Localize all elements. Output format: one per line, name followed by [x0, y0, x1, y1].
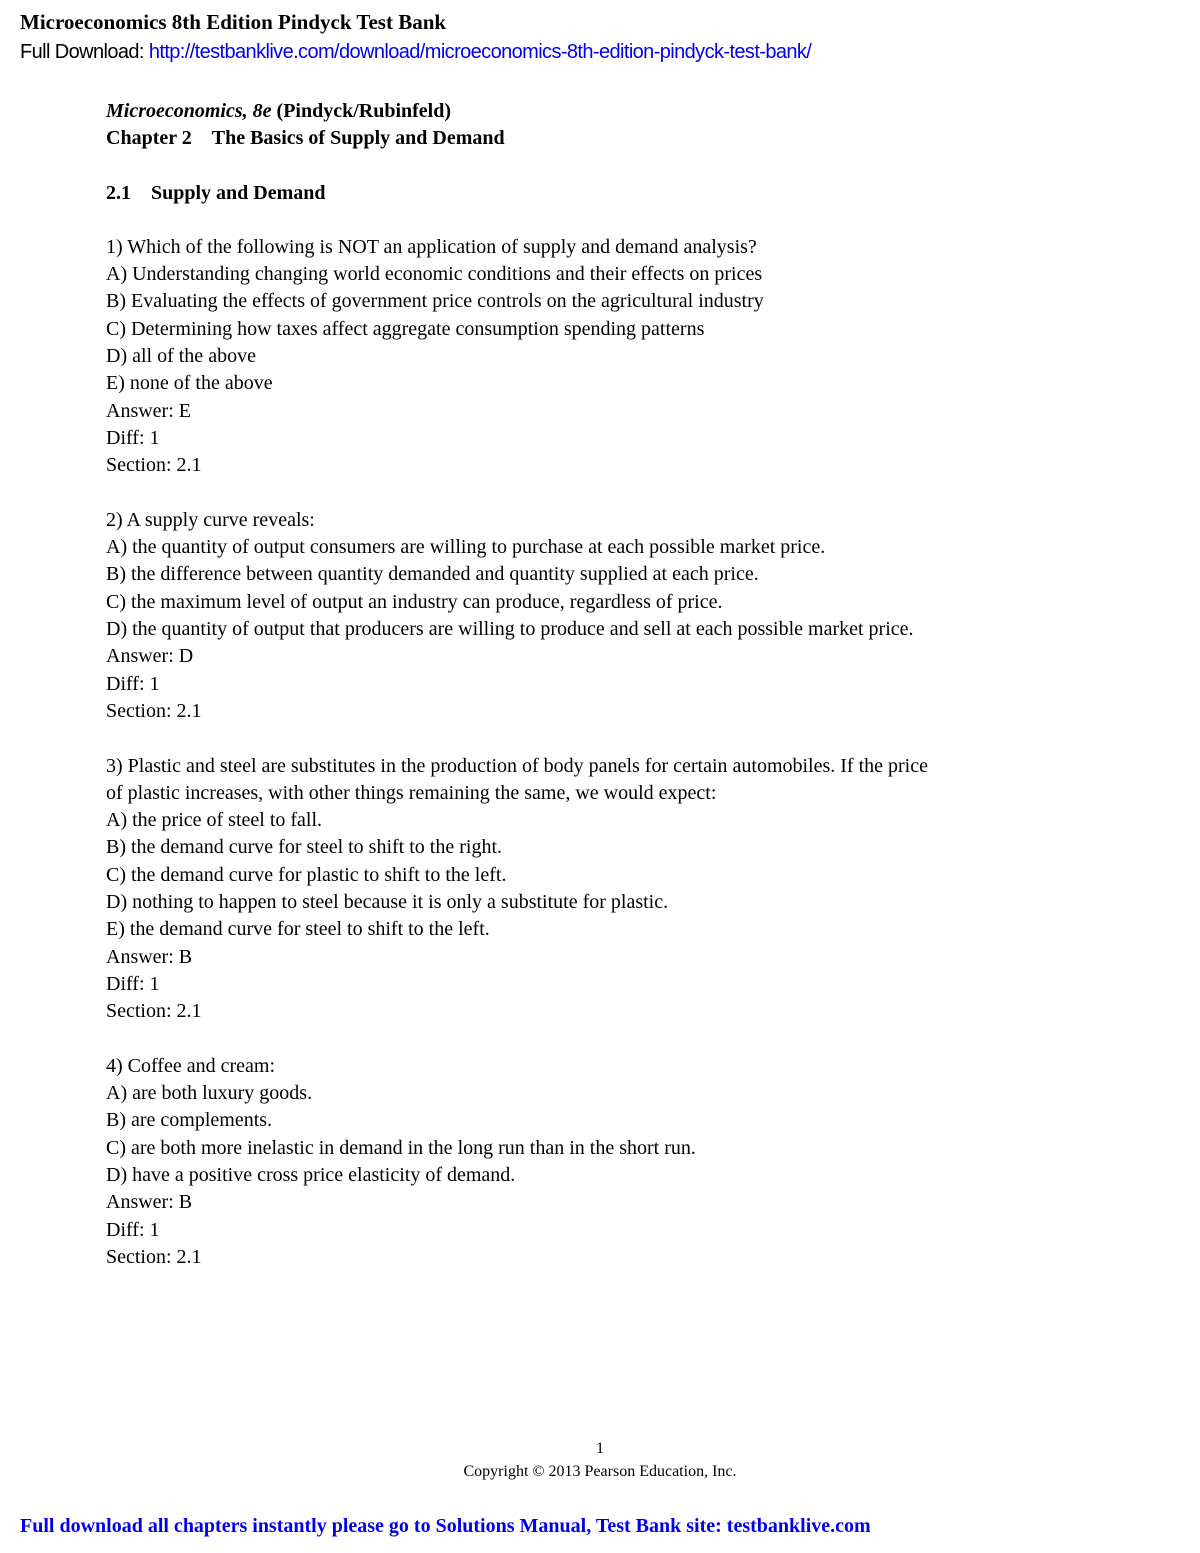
- answer-option: B) are complements.: [106, 1109, 273, 1132]
- answer-option: B) the difference between quantity demanded and quantity supplied at each price.: [106, 563, 759, 586]
- question-stem: 3) Plastic and steel are substitutes in the production of body panels for certain automobiles. If the price: [106, 754, 928, 777]
- section-title: Supply and Demand: [151, 181, 326, 204]
- answer-option: B) the demand curve for steel to shift to the right.: [106, 836, 503, 859]
- chapter-heading: [106, 125, 1106, 152]
- answer-option: A) are both luxury goods.: [106, 1082, 313, 1105]
- difficulty: Diff: 1: [106, 1218, 160, 1241]
- page-number: 1: [596, 1440, 604, 1457]
- copyright-notice: Copyright © 2013 Pearson Education, Inc.: [463, 1463, 737, 1480]
- book-title-line: [106, 98, 1106, 125]
- download-link[interactable]: http://testbanklive.com/download/microeconomics-8th-edition-pindyck-test-bank/: [148, 41, 812, 63]
- answer-option: E) none of the above: [106, 372, 273, 395]
- answer-option: D) nothing to happen to steel because it is only a substitute for plastic.: [106, 891, 669, 914]
- download-line: [20, 38, 811, 66]
- question-list: [106, 234, 1106, 1271]
- answer-option: D) the quantity of output that producers are willing to produce and sell at each possible market price.: [106, 618, 914, 641]
- bottom-banner[interactable]: Full download all chapters instantly please go to Solutions Manual, Test Bank site: testbanklive.com: [20, 1515, 871, 1537]
- answer-key: Answer: E: [106, 399, 191, 422]
- question-3: [106, 753, 1106, 1026]
- document-body: [106, 98, 1106, 1298]
- answer-key: Answer: B: [106, 945, 193, 968]
- difficulty: Diff: 1: [106, 972, 160, 995]
- chapter-number: Chapter 2: [106, 127, 192, 150]
- section-ref: Section: 2.1: [106, 454, 202, 477]
- answer-option: D) all of the above: [106, 345, 256, 368]
- section-heading: [106, 180, 1106, 207]
- answer-key: Answer: B: [106, 1191, 193, 1214]
- answer-option: D) have a positive cross price elasticity of demand.: [106, 1163, 516, 1186]
- question-stem: 2) A supply curve reveals:: [106, 508, 315, 531]
- answer-option: C) Determining how taxes affect aggregate consumption spending patterns: [106, 317, 705, 340]
- answer-option: A) Understanding changing world economic conditions and their effects on prices: [106, 263, 763, 286]
- answer-option: C) are both more inelastic in demand in the long run than in the short run.: [106, 1136, 696, 1159]
- download-prefix: Full Download:: [20, 41, 149, 63]
- section-ref: Section: 2.1: [106, 1000, 202, 1023]
- question-stem: 1) Which of the following is NOT an application of supply and demand analysis?: [106, 235, 757, 258]
- answer-option: C) the maximum level of output an industry can produce, regardless of price.: [106, 590, 723, 613]
- book-title: Microeconomics, 8e: [106, 100, 272, 122]
- answer-option: A) the price of steel to fall.: [106, 809, 323, 832]
- question-4: [106, 1053, 1106, 1271]
- book-authors: (Pindyck/Rubinfeld): [271, 100, 452, 122]
- answer-option: B) Evaluating the effects of government price controls on the agricultural industry: [106, 290, 764, 313]
- answer-option: E) the demand curve for steel to shift to the left.: [106, 918, 490, 941]
- answer-option: C) the demand curve for plastic to shift to the left.: [106, 863, 507, 886]
- question-stem: 4) Coffee and cream:: [106, 1054, 275, 1077]
- section-ref: Section: 2.1: [106, 1245, 202, 1268]
- question-stem: of plastic increases, with other things remaining the same, we would expect:: [106, 781, 717, 804]
- difficulty: Diff: 1: [106, 426, 160, 449]
- difficulty: Diff: 1: [106, 672, 160, 695]
- banner-title: Microeconomics 8th Edition Pindyck Test Bank: [20, 10, 447, 34]
- answer-key: Answer: D: [106, 645, 194, 668]
- section-number: 2.1: [106, 181, 131, 204]
- section-ref: Section: 2.1: [106, 699, 202, 722]
- answer-option: A) the quantity of output consumers are willing to purchase at each possible market price.: [106, 536, 826, 559]
- question-1: [106, 234, 1106, 480]
- chapter-title: The Basics of Supply and Demand: [211, 127, 505, 150]
- question-2: [106, 507, 1106, 725]
